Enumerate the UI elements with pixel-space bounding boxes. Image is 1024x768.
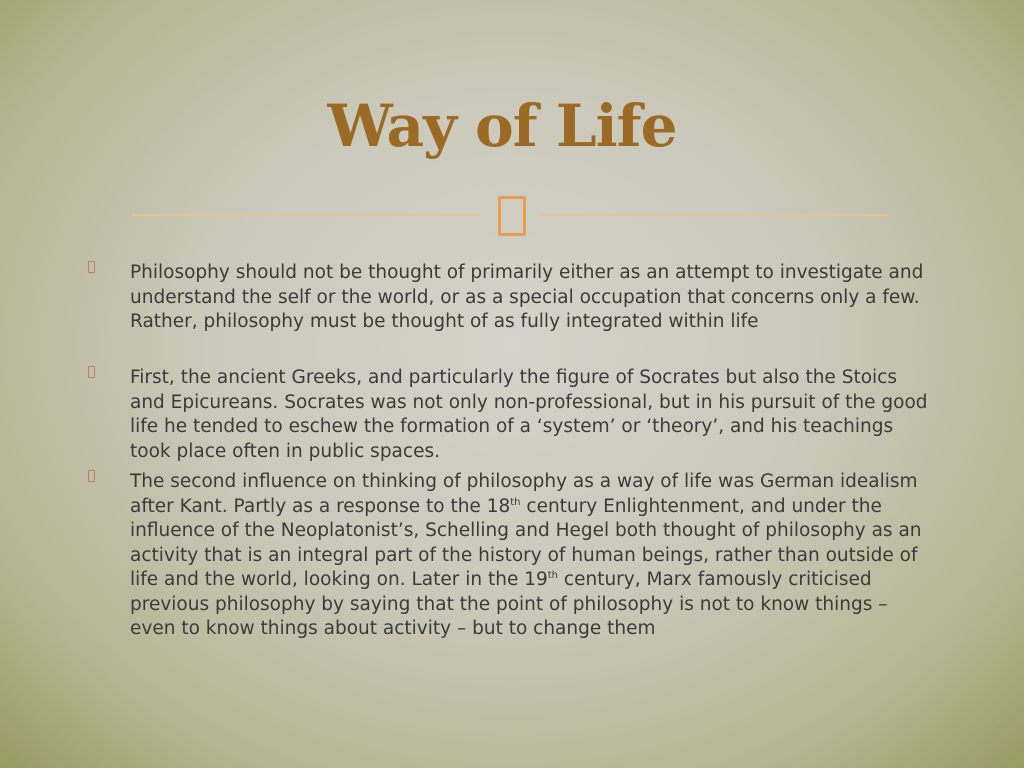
bullet-text-part: century, Marx famously criticised previous philosophy by saying that the point of philosophy is not to know things – even to know things about activity – but to change them <box>130 569 888 639</box>
divider-ornament-icon <box>498 196 526 236</box>
superscript-ordinal: th <box>547 569 559 581</box>
bullet-text-part: century Enlightenment, and under the influence of the Neoplatonist’s, Schelling and Hegel both thought of philosophy as an activity that is an integral part of the history of human beings, rather than outside of life and the world, looking on. Later in the 19 <box>130 495 922 590</box>
bullet-text: First, the ancient Greeks, and particularly the figure of Socrates but also the Stoics and Epicureans. Socrates was not only non-professional, but in his pursuit of the good life he tended to eschew the formation of a ‘system’ or ‘theory’, and his teachings took place often in public spaces. <box>130 367 928 462</box>
bullet-text: Philosophy should not be thought of primarily either as an attempt to investigate and understand the self or the world, or as a special occupation that concerns only a few. Rather, philosophy must be thought of as fully integrated within life <box>130 262 924 332</box>
bullet-marker-icon <box>88 366 95 378</box>
bullet-marker-icon <box>88 261 95 273</box>
bullet-text-part: The second influence on thinking of philosophy as a way of life was German idealism after Kant. Partly as a response to the 18 <box>130 471 918 517</box>
slide-title: Way of Life <box>327 92 677 160</box>
superscript-ordinal: th <box>510 496 521 508</box>
bullet-marker-icon <box>88 470 95 482</box>
bullet-text <box>130 470 930 642</box>
title-divider-left <box>132 214 480 216</box>
title-divider-right <box>540 214 888 216</box>
